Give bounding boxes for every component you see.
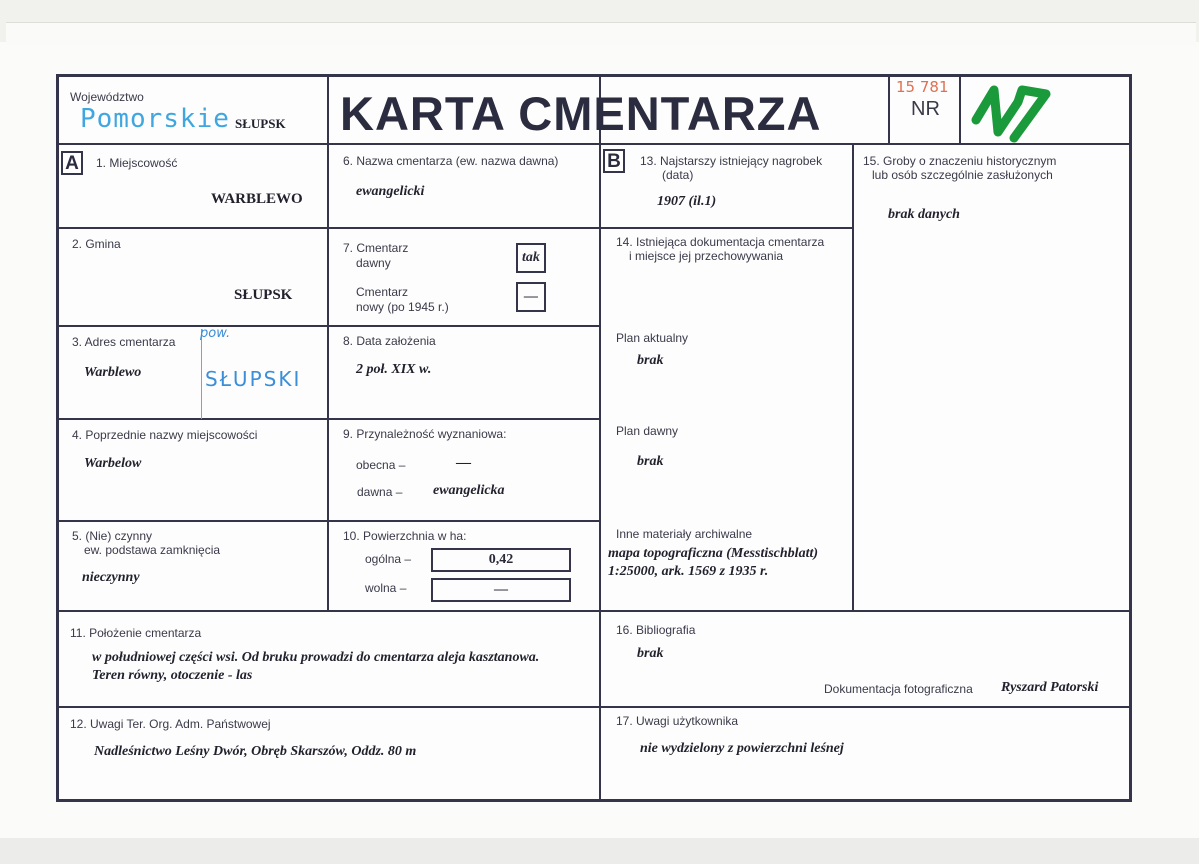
page-title: KARTA CMENTARZA — [340, 87, 822, 140]
field17-label: 17. Uwagi użytkownika — [616, 714, 739, 728]
field6-value: ewangelicki — [356, 184, 425, 199]
field14-label: 14. Istniejąca dokumentacja cmentarza — [616, 235, 825, 249]
handwritten-pow: pow. — [200, 326, 231, 341]
photo-doc-label: Dokumentacja fotograficzna — [824, 682, 973, 696]
field15-label: 15. Groby o znaczeniu historycznym — [863, 154, 1057, 168]
plan-current-label: Plan aktualny — [616, 331, 689, 345]
field7-old-label: dawny — [356, 256, 391, 270]
field11-line1: w południowej części wsi. Od bruku prowadzi do cmentarza aleja kasztanowa. — [92, 650, 540, 665]
voivodeship-stamp: Pomorskie — [80, 104, 230, 134]
field16-label: 16. Bibliografia — [616, 623, 696, 637]
plan-old-label: Plan dawny — [616, 424, 679, 438]
green-marker-mark — [968, 82, 1058, 144]
field9-current-value: — — [456, 455, 471, 471]
field6-label: 6. Nazwa cmentarza (ew. nazwa dawna) — [343, 154, 559, 168]
field5-label: 5. (Nie) czynny — [72, 529, 153, 543]
field12-label: 12. Uwagi Ter. Org. Adm. Państwowej — [70, 717, 271, 731]
rule-col2 — [599, 77, 601, 802]
field1-value: WARBLEWO — [211, 191, 303, 207]
field7-old-checkbox: tak — [516, 243, 546, 273]
archive-materials-value-1: mapa topograficzna (Messtischblatt) — [608, 546, 819, 561]
field15-value: brak danych — [888, 207, 960, 222]
field3-label: 3. Adres cmentarza — [72, 335, 176, 349]
field4-label: 4. Poprzednie nazwy miejscowości — [72, 428, 258, 442]
field13-sublabel: (data) — [662, 168, 694, 182]
field11-label: 11. Położenie cmentarza — [70, 626, 202, 640]
field13-value: 1907 (il.1) — [657, 194, 717, 209]
paper-fold — [6, 22, 1196, 45]
rule-nr-left — [888, 77, 890, 145]
rule-row4 — [59, 520, 601, 522]
field9-label: 9. Przynależność wyznaniowa: — [343, 427, 507, 441]
field9-current-label: obecna – — [356, 458, 406, 472]
section-a-marker: A — [61, 151, 83, 175]
field8-value: 2 poł. XIX w. — [356, 362, 432, 377]
field7-new-checkbox: — — [516, 282, 546, 312]
plan-current-value: brak — [637, 353, 664, 368]
rule-row1 — [59, 227, 854, 229]
field2-label: 2. Gmina — [72, 237, 121, 251]
voivodeship-label: Województwo — [70, 90, 144, 104]
plan-old-value: brak — [637, 454, 664, 469]
field4-value: Warbelow — [84, 456, 142, 471]
rule-nr-right — [959, 77, 961, 145]
field5-value: nieczynny — [82, 570, 140, 585]
field17-value: nie wydzielony z powierzchni leśnej — [640, 741, 844, 756]
nr-handwritten: 15 781 — [896, 78, 949, 96]
field2-value: SŁUPSK — [234, 287, 293, 303]
field14-sublabel: i miejsce jej przechowywania — [629, 249, 784, 263]
rule-col3 — [852, 143, 854, 612]
field10-free-label: wolna – — [365, 581, 407, 595]
field15-sublabel: lub osób szczególnie zasłużonych — [872, 168, 1053, 182]
archive-materials-label: Inne materiały archiwalne — [616, 527, 753, 541]
rule-col1 — [327, 77, 329, 612]
field7-new-label: Cmentarz — [356, 285, 409, 299]
field16-value: brak — [637, 646, 664, 661]
handwritten-county: SŁUPSKI — [205, 367, 302, 391]
field9-former-value: ewangelicka — [433, 483, 505, 498]
pen-line — [201, 329, 202, 419]
archive-materials-value-2: 1:25000, ark. 1569 z 1935 r. — [608, 564, 769, 579]
paper-edge-bottom — [0, 838, 1199, 864]
field10-total-box: 0,42 — [431, 548, 571, 572]
field7-new-sublabel: nowy (po 1945 r.) — [356, 300, 449, 314]
field9-former-label: dawna – — [357, 485, 403, 499]
rule-row5 — [59, 610, 1129, 612]
photo-doc-value: Ryszard Patorski — [1001, 680, 1099, 695]
field12-value: Nadleśnictwo Leśny Dwór, Obręb Skarszów, Oddz. 80 m — [94, 744, 417, 759]
field8-label: 8. Data założenia — [343, 334, 436, 348]
section-b-marker: B — [603, 149, 625, 173]
field10-free-box: — — [431, 578, 571, 602]
nr-label: NR — [911, 98, 940, 120]
voivodeship-value: SŁUPSK — [235, 116, 286, 131]
rule-row3 — [59, 418, 601, 420]
rule-row6 — [59, 706, 1129, 708]
field3-value: Warblewo — [84, 365, 142, 380]
field10-total-label: ogólna – — [365, 552, 412, 566]
field11-line2: Teren równy, otoczenie - las — [92, 668, 253, 683]
field7-label: 7. Cmentarz — [343, 241, 409, 255]
rule-row2 — [59, 325, 601, 327]
field5-sublabel: ew. podstawa zamknięcia — [84, 543, 221, 557]
field10-label: 10. Powierzchnia w ha: — [343, 529, 467, 543]
field1-label: 1. Miejscowość — [96, 156, 178, 170]
field13-label: 13. Najstarszy istniejący nagrobek — [640, 154, 823, 168]
